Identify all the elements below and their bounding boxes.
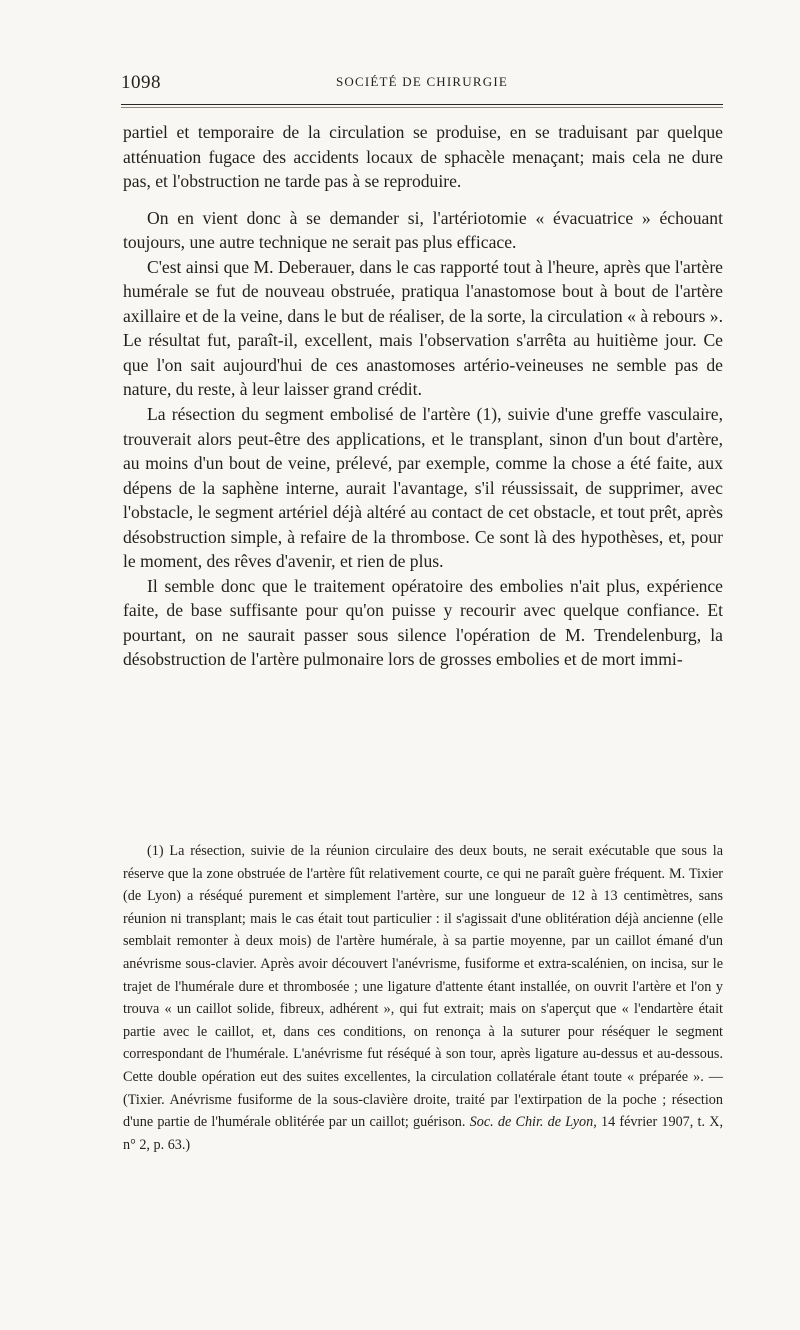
paragraph: On en vient donc à se demander si, l'artériotomie « évacuatrice » échouant toujours, une autre technique ne serait pas plus efficace. — [123, 207, 723, 253]
footnote — [123, 840, 723, 1156]
footnote-citation-details: 14 février 1907, t. X, n° 2, p. 63.) — [123, 1114, 723, 1153]
paragraph: La résection du segment embolisé de l'artère (1), suivie d'une greffe vasculaire, trouverait alors peut-être des applications, et le transplant, sinon d'un bout d'artère, au moins d'un bout de veine, prélevé, par exemple, comme la chose a été faite, aux dépens de la saphène interne, aurait l'avantage, s'il réussissait, de supprimer, avec l'obstacle, le segment artériel déjà altéré au contact de cet obstacle, et tout prêt, après désobstruction simple, à refaire de la thrombose. Ce sont là des hypothèses, et, pour le moment, des rêves d'avenir, et rien de plus. — [123, 404, 723, 572]
journal-title: SOCIÉTÉ DE CHIRURGIE — [335, 74, 509, 89]
paragraph: Il semble donc que le traitement opératoire des embolies n'ait plus, expérience faite, de base suffisante pour qu'on puisse y recourir avec quelque confiance. Et pourtant, on ne saurait passer sous silence l'opération de M. Trendelenburg, la désobstruction de l'artère pulmonaire lors de grosses embolies et de mort immi- — [123, 575, 723, 670]
running-head — [121, 72, 723, 94]
paragraph: C'est ainsi que M. Deberauer, dans le cas rapporté tout à l'heure, après que l'artère humérale se fut de nouveau obstruée, pratiqua l'anastomose bout à bout de l'artère axillaire et de la veine, dans le but de réaliser, de la sorte, la circulation « à rebours ». Le résultat fut, paraît-il, excellent, mais l'observation s'arrêta au huitième jour. Ce que l'on sait aujourd'hui de ces anastomoses artério-veineuses ne semble pas de nature, du reste, à leur laisser grand crédit. — [123, 256, 723, 400]
header-rule — [121, 104, 723, 105]
page-number: 1098 — [121, 72, 161, 93]
paragraph: partiel et temporaire de la circulation se produise, en se traduisant par quelque atténuation fugace des accidents locaux de sphacèle menaçant; mais cela ne dure pas, et l'obstruction ne tarde pas à se reproduire. — [123, 122, 723, 192]
footnote-citation-journal: Soc. de Chir. de Lyon, — [469, 1114, 597, 1131]
body-text — [123, 120, 723, 672]
footnote-text: (1) La résection, suivie de la réunion circulaire des deux bouts, ne serait exécutable que sous la réserve que la zone obstruée de l'artère fût relativement courte, ce qui ne paraît guère fréquent. M. Tixier (de Lyon) a réséqué purement et simplement l'artère, sur une longueur de 12 à 13 centimètres, sans réunion ni transplant; mais le cas était tout particulier : il s'agissait d'une oblitération déjà ancienne (elle semblait remonter à deux mois) de l'artère humérale, à sa partie moyenne, par un caillot émané d'un anévrisme sous-clavier. Après avoir découvert l'anévrisme, fusiforme et extra-scalénien, on incisa, sur le trajet de l'humérale dure et thrombosée ; une ligature d'attente étant installée, on ouvrit l'artère et l'on y trouva « un caillot solide, fibreux, adhérent », qui fut extrait; mais on s'aperçut que « l'endartère était partie avec le caillot, et, dans ces conditions, on renonça à la suturer pour réséquer le segment correspondant de l'humérale. L'anévrisme fut réséqué à son tour, après ligature au-dessus et au-dessous. Cette double opération eut des suites excellentes, la circulation collatérale étant toute « préparée ». — (Tixier. Anévrisme fusiforme de la sous-clavière droite, traité par l'extirpation de la poche ; résection d'une partie de l'humérale oblitérée par un caillot; guérison. — [123, 843, 723, 1131]
